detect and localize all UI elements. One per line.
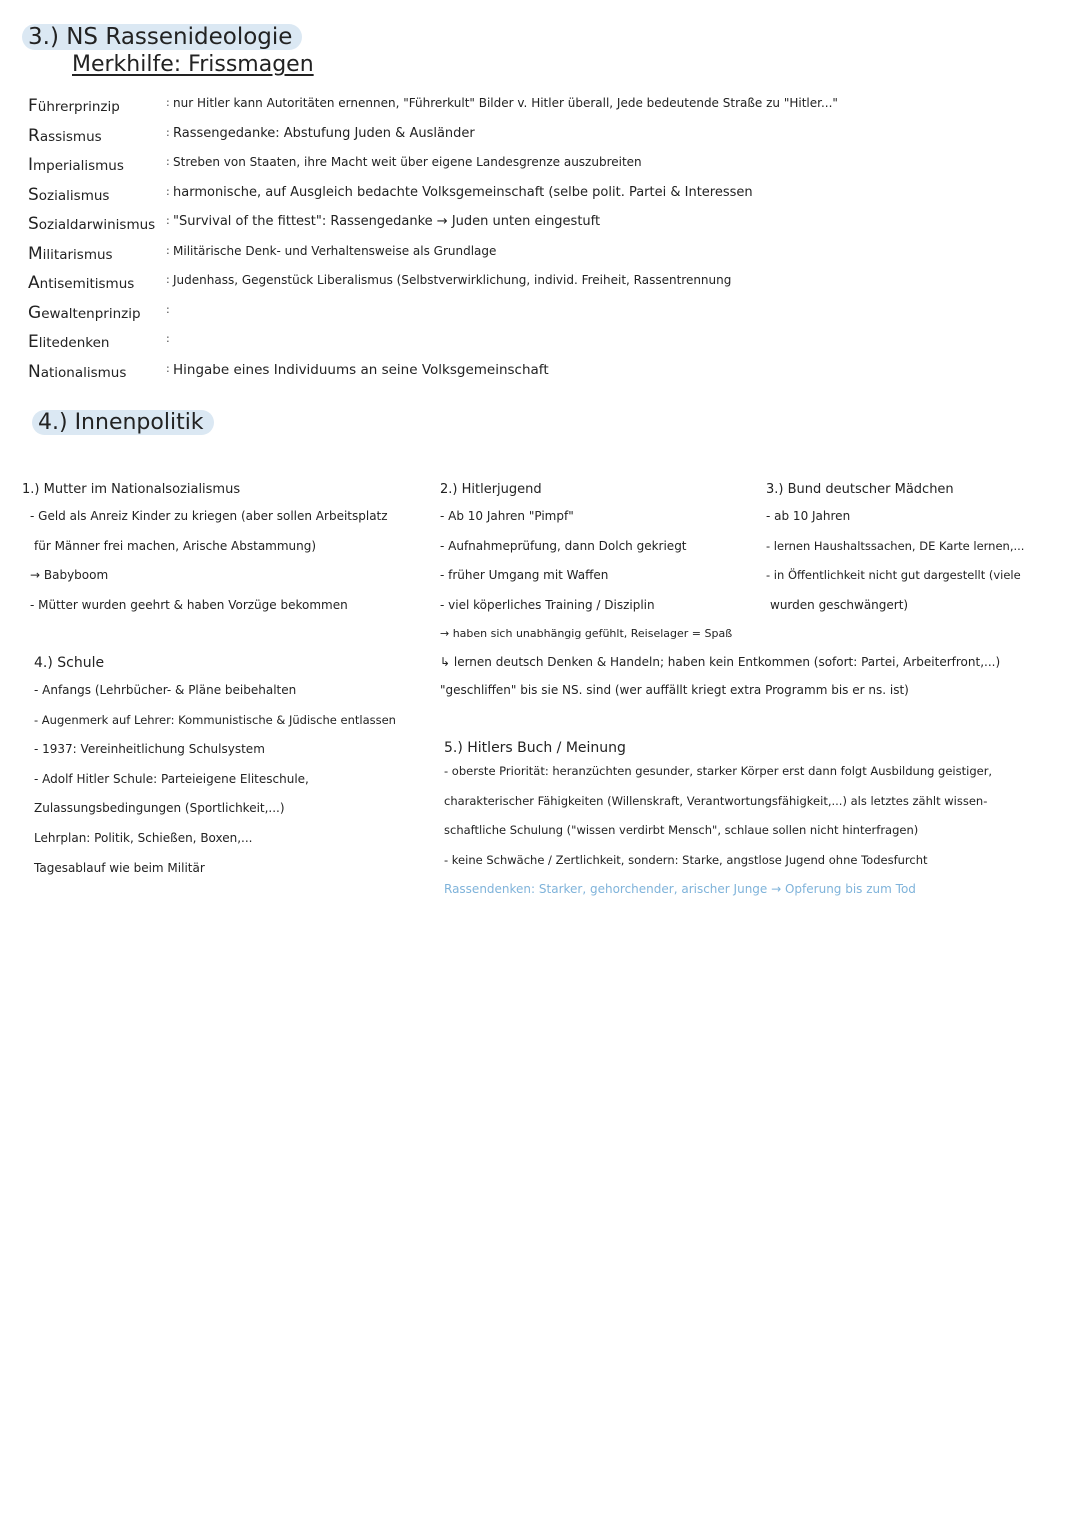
note-line: - ab 10 Jahren: [766, 509, 851, 523]
acrostic-description: harmonische, auf Ausgleich bedachte Volksgemeinschaft (selbe polit. Partei & Interessen: [173, 184, 753, 200]
acrostic-description: Hingabe eines Individuums an seine Volksgemeinschaft: [173, 361, 549, 378]
acrostic-term: Gewaltenprinzip: [28, 302, 141, 323]
note-line: - Aufnahmeprüfung, dann Dolch gekriegt: [440, 538, 687, 553]
note-line: schaftliche Schulung ("wissen verdirbt Mensch", schlaue sollen nicht hinterfragen): [444, 823, 919, 838]
note-line: - 1937: Vereinheitlichung Schulsystem: [34, 742, 265, 757]
note-line: - Adolf Hitler Schule: Parteieigene Eliteschule,: [34, 771, 309, 786]
note-line: Lehrplan: Politik, Schießen, Boxen,...: [34, 830, 253, 845]
acrostic-row: Rassismus : Rassengedanke: Abstufung Juden & Ausländer: [28, 125, 475, 146]
acrostic-row: Militarismus : Militärische Denk- und Verhaltensweise als Grundlage: [28, 243, 497, 264]
acrostic-term: Antisemitismus: [28, 273, 135, 293]
acrostic-row: Sozialdarwinismus : "Survival of the fittest": Rassengedanke → Juden unten eingestuft: [28, 214, 601, 234]
note-line: Tagesablauf wie beim Militär: [34, 860, 205, 875]
note-line: - Geld als Anreiz Kinder zu kriegen (aber sollen Arbeitsplatz: [30, 509, 388, 523]
acrostic-term: Rassismus: [28, 125, 102, 146]
acrostic-row: Elitedenken :: [28, 332, 170, 352]
note-line: - keine Schwäche / Zertlichkeit, sondern: Starke, angstlose Jugend ohne Todesfurcht: [444, 852, 928, 867]
note-heading: 1.) Mutter im Nationalsozialismus: [22, 482, 241, 497]
note-heading: 5.) Hitlers Buch / Meinung: [444, 740, 626, 756]
acrostic-row: Sozialismus : harmonische, auf Ausgleich bedachte Volksgemeinschaft (selbe polit. Partei & Interessen: [28, 184, 753, 205]
note-schule: [34, 655, 396, 890]
acrostic-term: Nationalismus: [28, 361, 127, 382]
note-line: charakterischer Fähigkeiten (Willenskraft, Verantwortungsfähigkeit,...) als letztes zählt wissen-: [444, 793, 988, 808]
note-hitlers-buch: [444, 740, 992, 912]
note-line: wurden geschwängert): [770, 597, 909, 612]
acrostic-row: Imperialismus : Streben von Staaten, ihre Macht weit über eigene Landesgrenze auszubreiten: [28, 155, 642, 175]
note-bund-deutscher-maedchen: [766, 482, 1024, 627]
note-heading: 3.) Bund deutscher Mädchen: [766, 482, 954, 497]
acrostic-term: Imperialismus: [28, 155, 124, 175]
note-line: ↳ lernen deutsch Denken & Handeln; haben kein Entkommen (sofort: Partei, Arbeiterfront,...): [440, 655, 1001, 670]
acrostic-row: Antisemitismus : Judenhass, Gegenstück Liberalismus (Selbstverwirklichung, individ. Freiheit, Rassentrennung: [28, 273, 732, 293]
acrostic-description: Streben von Staaten, ihre Macht weit über eigene Landesgrenze auszubreiten: [173, 155, 642, 169]
acrostic-row: Führerprinzip : nur Hitler kann Autoritäten ernennen, "Führerkult" Bilder v. Hitler überall, Jede bedeutende Straße zu "Hitler...": [28, 96, 838, 116]
acrostic-term: Führerprinzip: [28, 96, 120, 116]
acrostic-description: Militärische Denk- und Verhaltensweise als Grundlage: [173, 243, 497, 258]
note-line: "geschliffen" bis sie NS. sind (wer auffällt kriegt extra Programm bis er ns. ist): [440, 683, 909, 698]
note-line: → haben sich unabhängig gefühlt, Reiselager = Spaß: [440, 627, 733, 641]
note-line: - Anfangs (Lehrbücher- & Pläne beibehalten: [34, 683, 297, 697]
acrostic-term: Elitedenken: [28, 332, 110, 352]
note-line: - in Öffentlichkeit nicht gut dargestellt (viele: [766, 568, 1021, 583]
section-title-innenpolitik: 4.) Innenpolitik: [32, 410, 214, 435]
note-heading: 4.) Schule: [34, 655, 105, 671]
note-line: - lernen Haushaltssachen, DE Karte lernen,...: [766, 538, 1025, 553]
acrostic-description: nur Hitler kann Autoritäten ernennen, "Führerkult" Bilder v. Hitler überall, Jede bedeutende Straße zu "Hitler...": [173, 96, 838, 110]
note-line: - oberste Priorität: heranzüchten gesunder, starker Körper erst dann folgt Ausbildung geistiger,: [444, 764, 993, 778]
note-line: Zulassungsbedingungen (Sportlichkeit,...): [34, 801, 285, 816]
acrostic-description: Judenhass, Gegenstück Liberalismus (Selbstverwirklichung, individ. Freiheit, Rassentrennung: [173, 273, 732, 287]
acrostic-term: Sozialismus: [28, 184, 110, 205]
note-line: - Augenmerk auf Lehrer: Kommunistische & Jüdische entlassen: [34, 712, 396, 727]
acrostic-description: "Survival of the fittest": Rassengedanke → Juden unten eingestuft: [173, 214, 601, 229]
note-line: - früher Umgang mit Waffen: [440, 568, 609, 583]
acrostic-term: Militarismus: [28, 243, 113, 264]
acrostic-row: Gewaltenprinzip :: [28, 302, 170, 323]
note-line: - Ab 10 Jahren "Pimpf": [440, 509, 574, 523]
acrostic-term: Sozialdarwinismus: [28, 214, 156, 234]
section-subtitle-merkhilfe: Merkhilfe: Frissmagen: [72, 52, 314, 77]
note-mutter: [22, 482, 388, 627]
acrostic-row: Nationalismus : Hingabe eines Individuums an seine Volksgemeinschaft: [28, 361, 549, 382]
acrostic-description: Rassengedanke: Abstufung Juden & Ausländer: [173, 125, 475, 141]
section-title-rassenideologie: 3.) NS Rassenideologie: [22, 24, 302, 50]
note-highlight-line: Rassendenken: Starker, gehorchender, arischer Junge → Opferung bis zum Tod: [444, 882, 916, 897]
note-heading: 2.) Hitlerjugend: [440, 482, 542, 497]
note-line: für Männer frei machen, Arische Abstammung): [34, 538, 317, 553]
note-line: - viel köperliches Training / Disziplin: [440, 597, 655, 612]
note-line: - Mütter wurden geehrt & haben Vorzüge bekommen: [30, 597, 348, 612]
note-line: → Babyboom: [30, 568, 109, 583]
